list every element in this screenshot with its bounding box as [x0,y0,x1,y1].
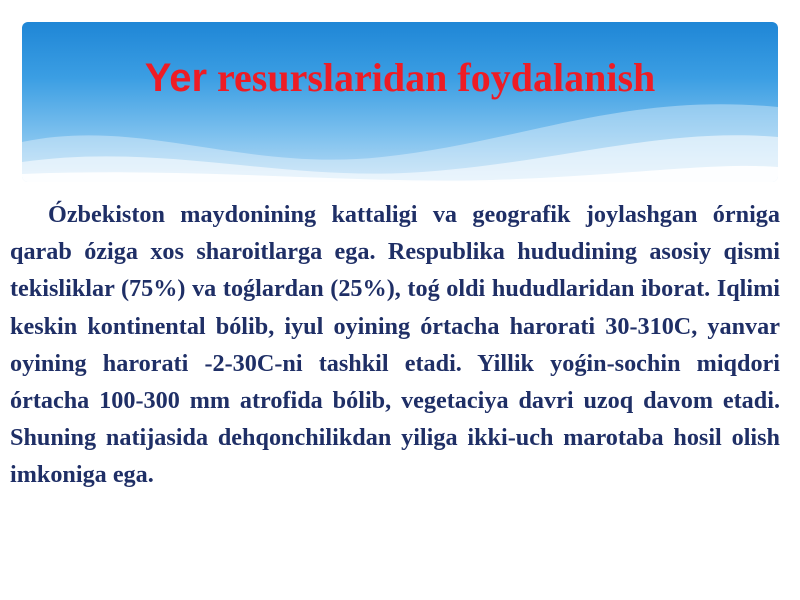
body-paragraph: Ózbekiston maydonining kattaligi va geografik joylashgan órniga qarab óziga xos sharoitlarga ega. Respublika hududining asosiy qismi tekisliklar (75%) va toǵlardan (25%), toǵ oldi hududlaridan iborat. Iqlimi keskin kontinental bólib, iyul oyining órtacha harorati 30-310C, yanvar oyining harorati -2-30C-ni tashkil etadi. Yillik yoǵin-sochin miqdori órtacha 100-300 mm atrofida bólib, vegetaciya davri uzoq davom etadi. Shuning natijasida dehqonchilikdan yiliga ikki-uch marotaba hosil olish imkoniga ega. [10,201,780,489]
slide-title [22,55,778,100]
header-banner [22,22,778,182]
wave-decoration [22,22,778,182]
slide-title-first-word: Yer [144,56,208,100]
slide-title-rest: resurslaridan foydalanish [207,55,656,100]
